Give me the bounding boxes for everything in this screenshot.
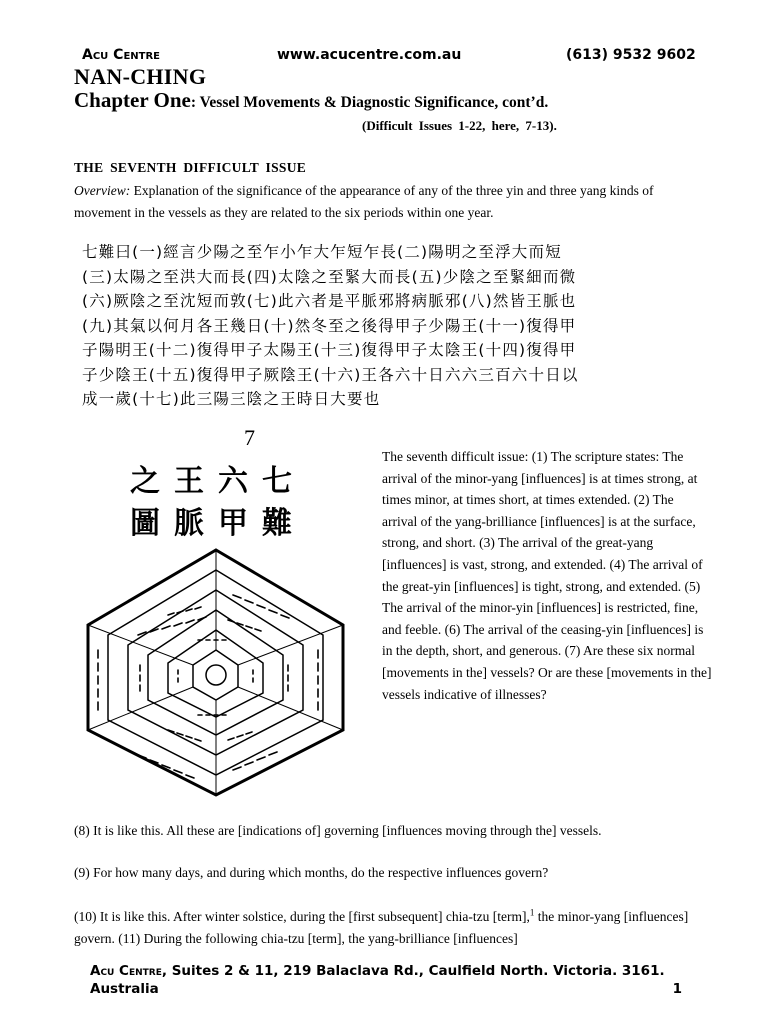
translation-paragraph: The seventh difficult issue: (1) The scripture states: The arrival of the minor-yang [influences] is at times strong, at times minor, at times short, at times extended. (2) The arrival of the yang-brilliance [influences] is at the surface, strong, and short. (3) The arrival of the great-yang [influences] is vast, strong, and extended. (4) The arrival of the great-yin [influences] is tight, strong, and extended. (5) The arrival of the minor-yin [influences] is restricted, fine, and feeble. (6) The arrival of the ceasing-yin [influences] is in the depth, short, and generous. (7) Are these six normal [movements in the] vessels? Or are these [movements in the] vessels indicative of illnesses?: [382, 449, 712, 702]
footer-row: [90, 980, 690, 998]
footer-country: Australia: [90, 981, 159, 997]
center-circle: [206, 665, 226, 685]
chinese-line: 成一歲(十七)此三陽三陰之王時日大要也: [82, 390, 381, 408]
chinese-line: (九)其氣以何月各王幾日(十)然冬至之後得甲子少陽王(十一)復得甲: [82, 316, 577, 335]
chinese-line: 子陽明王(十二)復得甲子太陽王(十三)復得甲子太陰王(十四)復得甲: [82, 341, 577, 359]
chapter-description: : Vessel Movements & Diagnostic Significance, cont’d.: [190, 94, 549, 111]
hexagram-diagram-figure: [78, 425, 378, 805]
header-phone: (613) 9532 9602: [566, 47, 696, 63]
hexagon-center: [193, 650, 238, 700]
page-number: 1: [672, 981, 682, 997]
section-heading: THE SEVENTH DIFFICULT ISSUE: [74, 160, 307, 175]
page-footer: [90, 962, 690, 998]
paragraph-10: [74, 906, 714, 950]
chinese-line: 七難曰(一)經言少陽之至乍小乍大乍短乍長(二)陽明之至浮大而短: [82, 243, 562, 261]
chinese-original-text: [82, 240, 722, 412]
footer-address: [90, 962, 690, 980]
footer-brand: Acu Centre: [90, 963, 162, 979]
overview-text: Explanation of the significance of the appearance of any of the three yin and three yang kinds of movement in the vessels as they are related to the six periods within one year.: [74, 183, 654, 220]
chinese-line: 子少陰王(十五)復得甲子厥陰王(十六)王各六十日六六三百六十日以: [82, 365, 579, 384]
chapter-title: [74, 88, 548, 113]
header-url[interactable]: www.acucentre.com.au: [277, 47, 462, 63]
chinese-line: (六)厥陰之至沈短而敦(七)此六者是平脈邪將病脈邪(八)然皆王脈也: [82, 292, 577, 310]
document-title: NAN-CHING: [74, 64, 207, 89]
figure-number: 7: [244, 425, 255, 450]
paragraph-10-end: the minor-yang [influences] govern. (11) During the following chia-tzu [term], the yang-brilliance [influences]: [74, 909, 689, 946]
header-brand: Acu Centre: [82, 47, 160, 63]
paragraph-8: (8) It is like this. All these are [indications of] governing [influences moving through the] vessels.: [74, 823, 602, 838]
paragraph-10-start: (10) It is like this. After winter solstice, during the [first subsequent] chia-tzu [term],: [74, 909, 530, 924]
chinese-line: (三)太陽之至洪大而長(四)太陰之至緊大而長(五)少陰之至緊細而微: [82, 267, 577, 286]
hexagon-diagram-image: [78, 425, 378, 805]
footer-address-text: , Suites 2 & 11, 219 Balaclava Rd., Caulfield North. Victoria. 3161.: [161, 963, 665, 979]
paragraph-9: (9) For how many days, and during which months, do the respective influences govern?: [74, 865, 549, 880]
chapter-subtitle: (Difficult Issues 1-22, here, 7-13).: [362, 118, 557, 133]
chapter-label: Chapter One: [74, 88, 191, 112]
overview-paragraph: [74, 180, 704, 224]
figure-title-row: 圖脈甲難: [130, 506, 306, 541]
footnote-marker[interactable]: 1: [529, 907, 535, 918]
overview-label: Overview:: [74, 183, 131, 198]
figure-title-row: 之王六七: [130, 464, 306, 499]
